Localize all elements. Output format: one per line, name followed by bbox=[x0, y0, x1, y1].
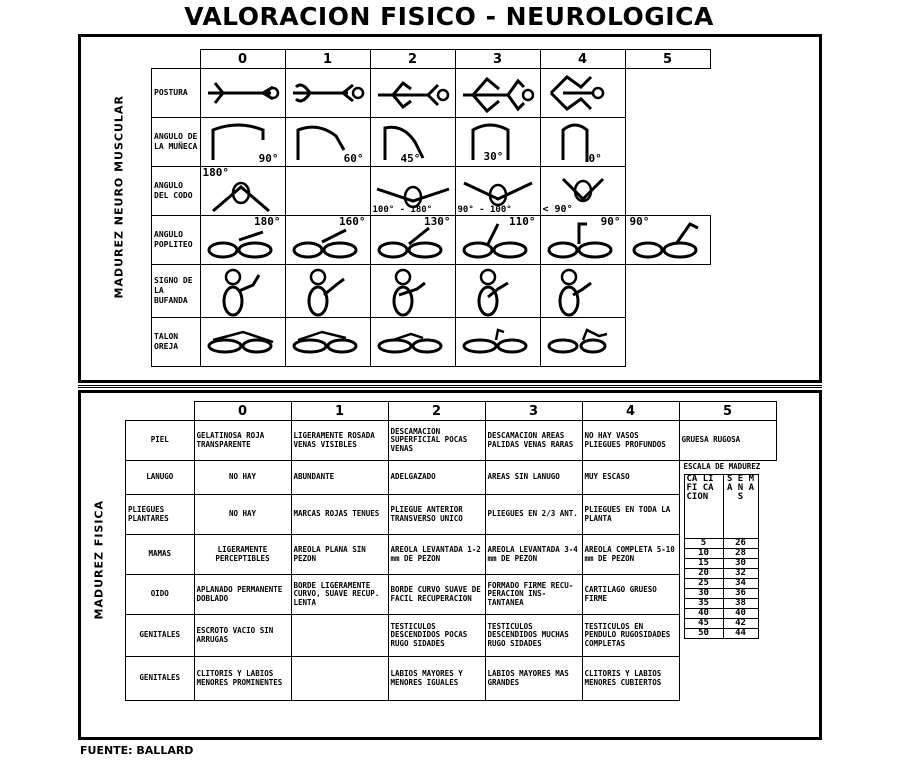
table-cell bbox=[291, 657, 388, 701]
physical-col-2: 2 bbox=[388, 402, 485, 421]
table-cell: LIGERAMENTE PERCEPTIBLES bbox=[194, 535, 291, 575]
elbow-angle-value: 100° - 180° bbox=[372, 205, 433, 215]
row-label: SIGNO DE LA BUFANDA bbox=[152, 265, 201, 318]
physical-row-lanugo bbox=[126, 461, 781, 495]
table-cell: MUY ESCASO bbox=[582, 461, 679, 495]
table-cell: BORDE CURVO SUAVE DE FACIL RECUPERACION bbox=[388, 575, 485, 615]
elbow-angle-empty bbox=[285, 167, 370, 216]
scarf-sign-icon bbox=[540, 265, 625, 318]
physical-table bbox=[125, 401, 781, 701]
heel-ear-icon bbox=[370, 318, 455, 367]
row-label: LANUGO bbox=[126, 461, 195, 495]
table-cell bbox=[291, 615, 388, 657]
neuro-col-5: 5 bbox=[625, 50, 710, 69]
popliteal-angle-icon bbox=[200, 216, 285, 265]
scale-score: 10 bbox=[684, 548, 723, 558]
table-cell: AREOLA LEVANTADA 1-2 mm DE PEZON bbox=[388, 535, 485, 575]
scale-weeks: 42 bbox=[723, 618, 758, 628]
scale-weeks: 40 bbox=[723, 608, 758, 618]
table-cell: ABUNDANTE bbox=[291, 461, 388, 495]
table-cell: NO HAY bbox=[194, 461, 291, 495]
table-cell: AREOLA COMPLETA 5-10 mm DE PEZON bbox=[582, 535, 679, 575]
neuro-table bbox=[151, 49, 711, 367]
neuro-col-4: 4 bbox=[540, 50, 625, 69]
neuro-row-bufanda bbox=[152, 265, 711, 318]
table-cell: CLITORIS Y LABIOS MENORES CUBIERTOS bbox=[582, 657, 679, 701]
physical-col-1: 1 bbox=[291, 402, 388, 421]
posture-figure-icon bbox=[455, 69, 540, 118]
popliteal-angle-icon bbox=[625, 216, 710, 265]
physical-side-label: MADUREZ FISICA bbox=[92, 499, 106, 620]
table-cell: NO HAY bbox=[194, 495, 291, 535]
popliteal-angle-icon bbox=[455, 216, 540, 265]
table-cell: LIGERAMENTE ROSADA VENAS VISIBLES bbox=[291, 421, 388, 461]
row-label: TALON OREJA bbox=[152, 318, 201, 367]
popliteal-angle-value: 110° bbox=[509, 215, 536, 228]
table-cell: MARCAS ROJAS TENUES bbox=[291, 495, 388, 535]
scale-score: 20 bbox=[684, 568, 723, 578]
scale-score: 35 bbox=[684, 598, 723, 608]
neuro-side-label: MADUREZ NEURO MUSCULAR bbox=[112, 95, 126, 299]
row-label: GENITALES bbox=[126, 657, 195, 701]
elbow-angle-value: < 90° bbox=[542, 204, 573, 215]
wrist-angle-icon bbox=[200, 118, 285, 167]
heel-ear-icon bbox=[285, 318, 370, 367]
wrist-angle-value: 30° bbox=[483, 150, 504, 163]
table-cell: TESTICULOS EN PENDULO RUGOSIDADES COMPLETAS bbox=[582, 615, 679, 657]
wrist-angle-icon bbox=[540, 118, 625, 167]
physical-col-4: 4 bbox=[582, 402, 679, 421]
scale-table bbox=[684, 474, 759, 639]
scale-score: 25 bbox=[684, 578, 723, 588]
neuro-row-postura bbox=[152, 69, 711, 118]
physical-col-5: 5 bbox=[679, 402, 776, 421]
table-cell: LABIOS MAYORES MAS GRANDES bbox=[485, 657, 582, 701]
divider-line bbox=[78, 387, 822, 388]
wrist-angle-value: 0° bbox=[588, 152, 602, 165]
posture-figure-icon bbox=[370, 69, 455, 118]
wrist-angle-value: 60° bbox=[343, 152, 364, 165]
scale-score: 5 bbox=[684, 538, 723, 548]
heel-ear-icon bbox=[540, 318, 625, 367]
table-cell: ADELGAZADO bbox=[388, 461, 485, 495]
table-cell: NO HAY VASOS PLIEGUES PROFUNDOS bbox=[582, 421, 679, 461]
table-cell: AREAS SIN LANUGO bbox=[485, 461, 582, 495]
wrist-angle-icon bbox=[370, 118, 455, 167]
elbow-angle-icon bbox=[200, 167, 285, 216]
row-label: ANGULO DEL CODO bbox=[152, 167, 201, 216]
scale-weeks: 44 bbox=[723, 628, 758, 638]
maturity-scale bbox=[679, 461, 776, 701]
row-label: GENITALES bbox=[126, 615, 195, 657]
table-cell: BORDE LIGERAMENTE CURVO, SUAVE RECUP. LENTA bbox=[291, 575, 388, 615]
table-cell: CLITORIS Y LABIOS MENORES PROMINENTES bbox=[194, 657, 291, 701]
scale-col1-head: CA LI FI CA CION bbox=[684, 474, 723, 538]
row-label: PLIEGUES PLANTARES bbox=[126, 495, 195, 535]
wrist-angle-icon bbox=[285, 118, 370, 167]
row-label: POSTURA bbox=[152, 69, 201, 118]
neuro-row-popliteo bbox=[152, 216, 711, 265]
elbow-angle-icon bbox=[370, 167, 455, 216]
table-cell: GRUESA RUGOSA bbox=[679, 421, 776, 461]
elbow-angle-value: 180° bbox=[202, 166, 229, 179]
table-cell: CARTILAGO GRUESO FIRME bbox=[582, 575, 679, 615]
table-cell: GELATINOSA ROJA TRANSPARENTE bbox=[194, 421, 291, 461]
neuromuscular-panel bbox=[78, 34, 822, 383]
neuro-row-codo bbox=[152, 167, 711, 216]
table-cell: DESCAMACION AREAS PALIDAS VENAS RARAS bbox=[485, 421, 582, 461]
physical-col-3: 3 bbox=[485, 402, 582, 421]
elbow-angle-icon bbox=[455, 167, 540, 216]
table-cell: AREOLA PLANA SIN PEZON bbox=[291, 535, 388, 575]
popliteal-angle-value: 90° bbox=[629, 215, 650, 228]
popliteal-angle-icon bbox=[370, 216, 455, 265]
table-cell: LABIOS MAYORES Y MENORES IGUALES bbox=[388, 657, 485, 701]
table-cell: ESCROTO VACIO SIN ARRUGAS bbox=[194, 615, 291, 657]
scale-weeks: 32 bbox=[723, 568, 758, 578]
table-cell: APLANADO PERMANENTE DOBLADO bbox=[194, 575, 291, 615]
scarf-sign-icon bbox=[200, 265, 285, 318]
row-label: ANGULO DE LA MUÑECA bbox=[152, 118, 201, 167]
posture-figure-icon bbox=[200, 69, 285, 118]
popliteal-angle-value: 160° bbox=[339, 215, 366, 228]
neuro-col-2: 2 bbox=[370, 50, 455, 69]
table-cell: PLIEGUE ANTERIOR TRANSVERSO UNICO bbox=[388, 495, 485, 535]
neuro-col-0: 0 bbox=[200, 50, 285, 69]
wrist-angle-value: 90° bbox=[258, 152, 279, 165]
scarf-sign-icon bbox=[370, 265, 455, 318]
neuro-row-talon-oreja bbox=[152, 318, 711, 367]
popliteal-angle-value: 130° bbox=[424, 215, 451, 228]
scale-weeks: 26 bbox=[723, 538, 758, 548]
neuro-header-row bbox=[152, 50, 711, 69]
row-label: PIEL bbox=[126, 421, 195, 461]
table-cell: TESTICULOS DESCENDIDOS POCAS RUGO SIDADES bbox=[388, 615, 485, 657]
row-label: MAMAS bbox=[126, 535, 195, 575]
physical-col-0: 0 bbox=[194, 402, 291, 421]
scale-col2-head: S E M A N A S bbox=[723, 474, 758, 538]
scale-weeks: 28 bbox=[723, 548, 758, 558]
scale-weeks: 34 bbox=[723, 578, 758, 588]
elbow-angle-value: 90° - 100° bbox=[457, 205, 512, 215]
popliteal-angle-value: 180° bbox=[254, 215, 281, 228]
scale-score: 15 bbox=[684, 558, 723, 568]
table-cell: TESTICULOS DESCENDIDOS MUCHAS RUGO SIDADES bbox=[485, 615, 582, 657]
physical-row-piel bbox=[126, 421, 781, 461]
row-label: ANGULO POPLITEO bbox=[152, 216, 201, 265]
scale-weeks: 30 bbox=[723, 558, 758, 568]
scale-title: ESCALA DE MADUREZ bbox=[683, 462, 761, 471]
scale-weeks: 36 bbox=[723, 588, 758, 598]
source-footer: FUENTE: BALLARD bbox=[80, 744, 194, 757]
wrist-angle-value: 45° bbox=[400, 152, 421, 165]
heel-ear-icon bbox=[455, 318, 540, 367]
page-title: VALORACION FISICO - NEUROLOGICA bbox=[184, 2, 714, 31]
wrist-angle-icon bbox=[455, 118, 540, 167]
scarf-sign-icon bbox=[455, 265, 540, 318]
neuro-col-1: 1 bbox=[285, 50, 370, 69]
neuro-col-3: 3 bbox=[455, 50, 540, 69]
divider-line bbox=[78, 385, 822, 386]
physical-panel bbox=[78, 390, 822, 740]
popliteal-angle-icon bbox=[285, 216, 370, 265]
scale-score: 50 bbox=[684, 628, 723, 638]
elbow-angle-icon bbox=[540, 167, 625, 216]
posture-figure-icon bbox=[540, 69, 625, 118]
row-label: OIDO bbox=[126, 575, 195, 615]
popliteal-angle-icon bbox=[540, 216, 625, 265]
heel-ear-icon bbox=[200, 318, 285, 367]
table-cell: PLIEGUES EN TODA LA PLANTA bbox=[582, 495, 679, 535]
scarf-sign-icon bbox=[285, 265, 370, 318]
table-cell: FORMADO FIRME RECU- PERACION INS- TANTANEA bbox=[485, 575, 582, 615]
table-cell: DESCAMACION SUPERFICIAL POCAS VENAS bbox=[388, 421, 485, 461]
scale-score: 40 bbox=[684, 608, 723, 618]
scale-score: 45 bbox=[684, 618, 723, 628]
table-cell: AREOLA LEVANTADA 3-4 mm DE PEZON bbox=[485, 535, 582, 575]
scale-score: 30 bbox=[684, 588, 723, 598]
physical-header-row bbox=[126, 402, 781, 421]
popliteal-angle-value: 90° bbox=[600, 215, 621, 228]
posture-figure-icon bbox=[285, 69, 370, 118]
table-cell: PLIEGUES EN 2/3 ANT. bbox=[485, 495, 582, 535]
scale-weeks: 38 bbox=[723, 598, 758, 608]
neuro-row-muneca bbox=[152, 118, 711, 167]
